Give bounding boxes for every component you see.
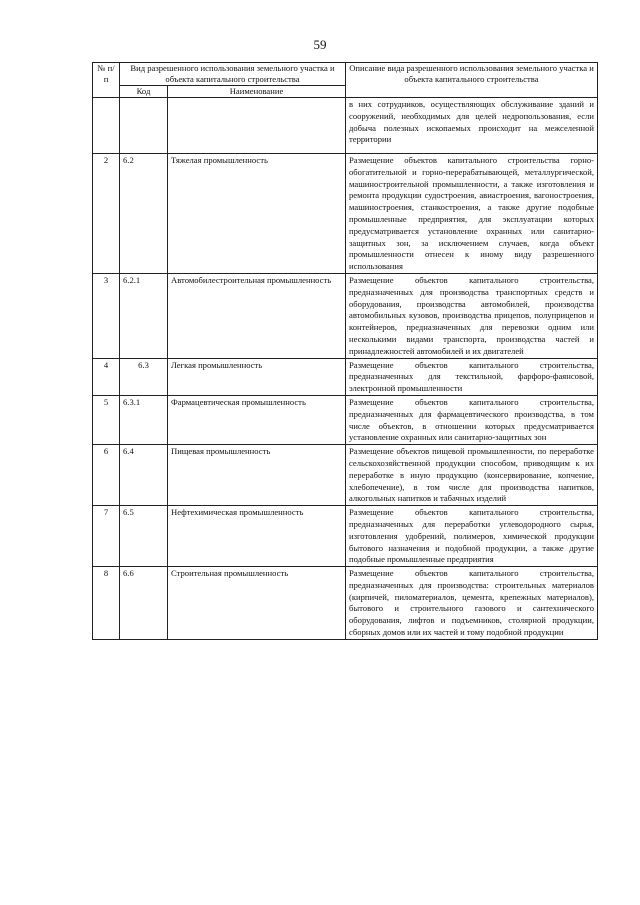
- row-number: 8: [93, 567, 120, 640]
- row-number: 7: [93, 506, 120, 567]
- table-row: [93, 445, 598, 506]
- row-code: 6.5: [120, 506, 168, 567]
- table-row: [93, 567, 598, 640]
- table-row: [93, 506, 598, 567]
- land-use-table: [92, 62, 598, 640]
- row-code: 6.4: [120, 445, 168, 506]
- row-code: 6.3.1: [120, 395, 168, 444]
- header-row: [93, 63, 598, 86]
- row-description: Размещение объектов капитального строительства, предназначенных для производства транспортных средств и оборудования, производства автомобилей, производства автомобильных кузовов, производства прицепов, полуприцепов и контейнеров, предназначенных для перевозки одним или несколькими видами транспорта, производства частей и принадлежностей автомобилей и их двигателей: [346, 273, 598, 358]
- row-code: 6.2: [120, 154, 168, 274]
- row-code: 6.2.1: [120, 273, 168, 358]
- row-name: Нефтехимическая промышленность: [168, 506, 346, 567]
- header-description: Описание вида разрешенного использования земельного участка и объекта капитального строительства: [346, 63, 598, 98]
- header-number: № п/п: [93, 63, 120, 98]
- row-name: Строительная промышленность: [168, 567, 346, 640]
- row-code: [120, 98, 168, 154]
- row-name: Фармацевтическая промышленность: [168, 395, 346, 444]
- row-name: Тяжелая промышленность: [168, 154, 346, 274]
- row-number: 4: [93, 358, 120, 395]
- row-number: [93, 98, 120, 154]
- row-name: Пищевая промышленность: [168, 445, 346, 506]
- row-code: 6.3: [120, 358, 168, 395]
- table-row: [93, 395, 598, 444]
- row-number: 2: [93, 154, 120, 274]
- row-description: Размещение объектов пищевой промышленности, по переработке сельскохозяйственной продукции способом, приводящим к их переработке в иную продукцию (консервирование, копчение, хлебопечение), в том числе для производства напитков, алкогольных напитков и табачных изделий: [346, 445, 598, 506]
- table-row: [93, 358, 598, 395]
- row-description: Размещение объектов капитального строительства, предназначенных для фармацевтического производства, в том числе объектов, в отношении которых предусматривается установление охранных или санитарно-защитных зон: [346, 395, 598, 444]
- row-code: 6.6: [120, 567, 168, 640]
- page-number: 59: [313, 37, 327, 52]
- row-name: [168, 98, 346, 154]
- table-row: [93, 273, 598, 358]
- row-description: Размещение объектов капитального строительства, предназначенных для переработки углеводородного сырья, изготовления удобрений, полимеров, химической продукции бытового назначения и подобной продукции, а также другие подобные промышленные предприятия: [346, 506, 598, 567]
- row-number: 6: [93, 445, 120, 506]
- table-row: [93, 98, 598, 154]
- row-number: 3: [93, 273, 120, 358]
- row-number: 5: [93, 395, 120, 444]
- row-name: Автомобилестроительная промышленность: [168, 273, 346, 358]
- header-type-group: Вид разрешенного использования земельного участка и объекта капитального строительства: [120, 63, 346, 86]
- table-row: [93, 154, 598, 274]
- row-description: в них сотрудников, осуществляющих обслуживание зданий и сооружений, необходимых для целей недропользования, если добыча полезных ископаемых происходит на межселенной территории: [346, 98, 598, 154]
- row-description: Размещение объектов капитального строительства, предназначенных для текстильной, фарфоро-фаянсовой, электронной промышленности: [346, 358, 598, 395]
- header-name: Наименование: [168, 86, 346, 98]
- row-name: Легкая промышленность: [168, 358, 346, 395]
- row-description: Размещение объектов капитального строительства горно-обогатительной и горно-перерабатывающей, металлургической, машиностроительной промышленности, а также изготовления и ремонта продукции судостроения, авиастроения, вагоностроения, машиностроения, станкостроения, а также другие подобные промышленные предприятия, для эксплуатации которых предусматривается установление охранных или санитарно-защитных зон, за исключением случаев, когда объект промышленности отнесен к иному виду разрешенного использования: [346, 154, 598, 274]
- row-description: Размещение объектов капитального строительства, предназначенных для производства: строительных материалов (кирпичей, пиломатериалов, цемента, крепежных материалов), бытового и строительного газового и сантехнического оборудования, лифтов и подъемников, столярной продукции, сборных домов или их частей и тому подобной продукции: [346, 567, 598, 640]
- header-code: Код: [120, 86, 168, 98]
